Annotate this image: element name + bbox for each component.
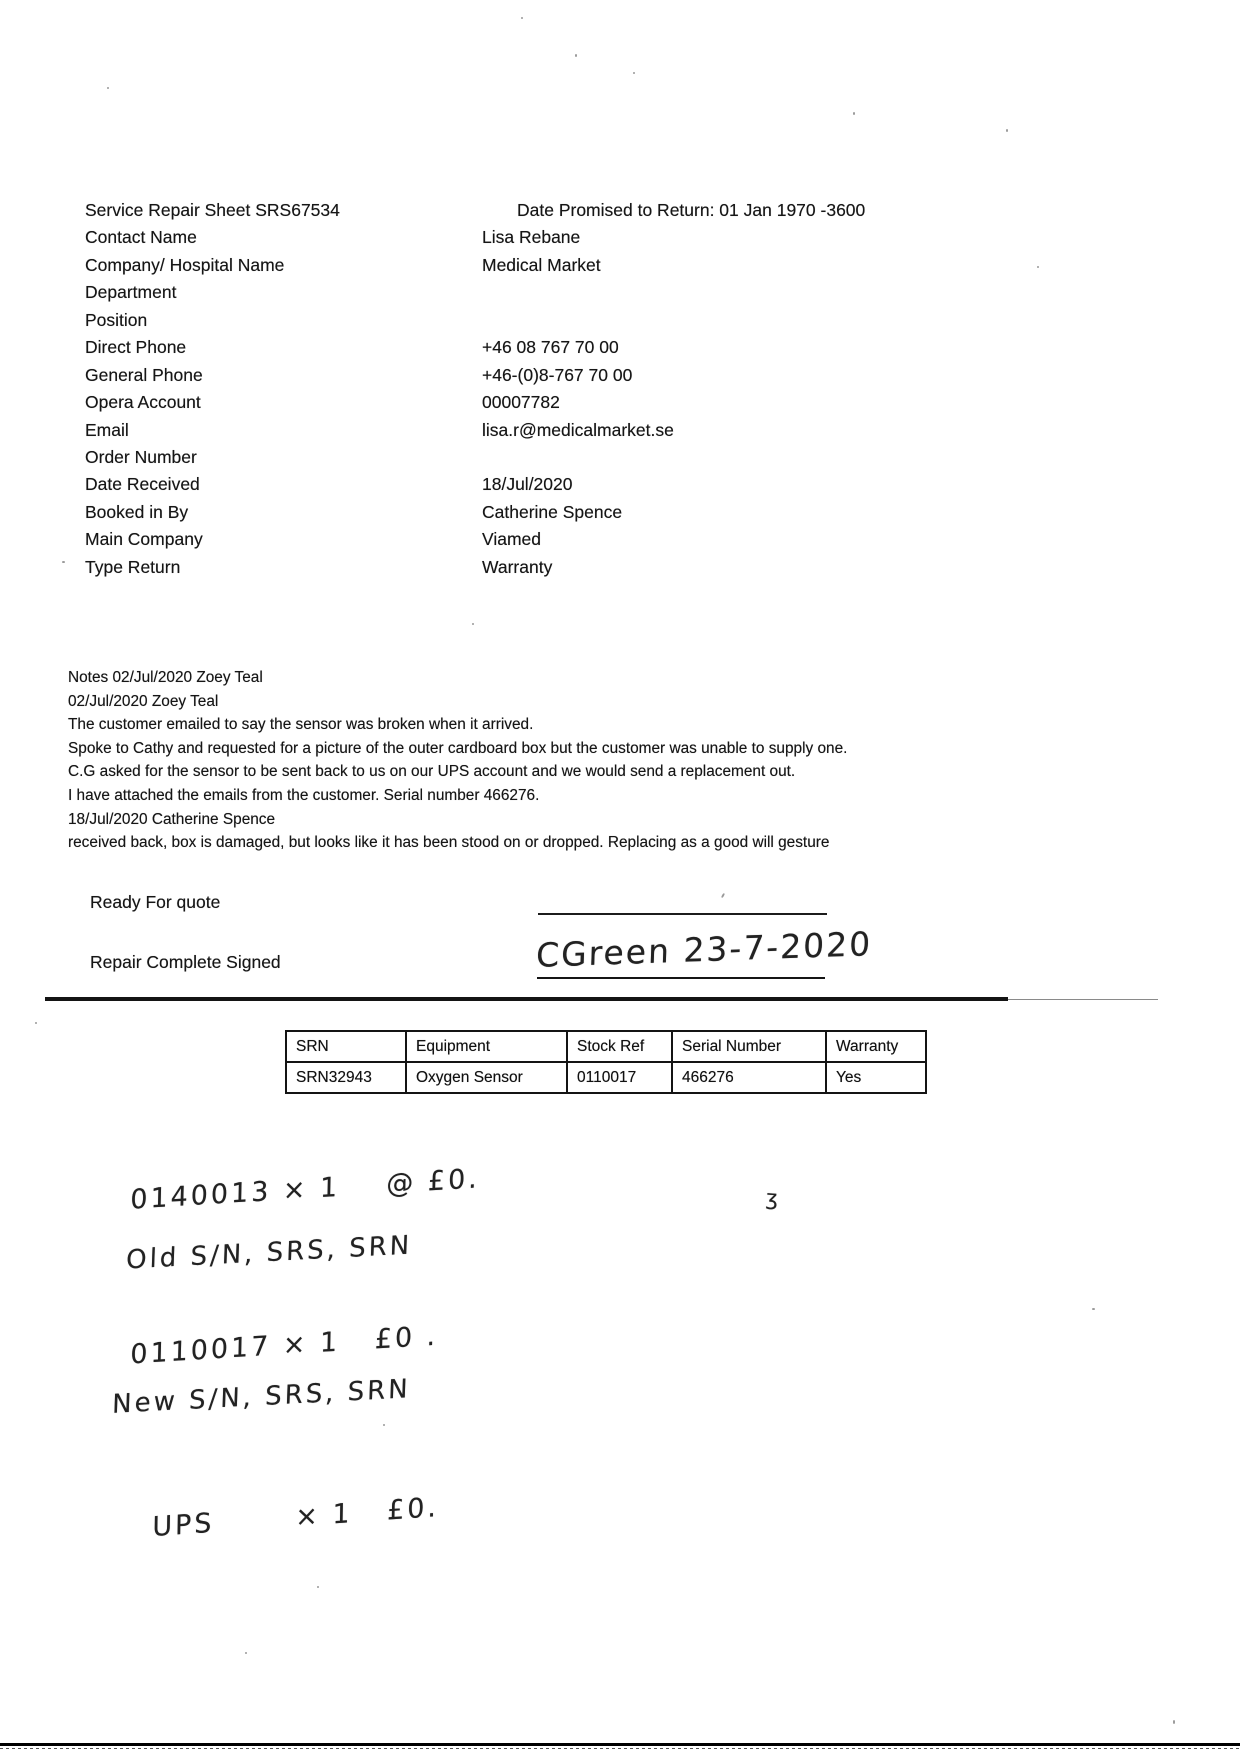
field-row-date-received	[85, 474, 1145, 501]
scan-artifact-bottom-speckle	[0, 1748, 1240, 1749]
column-header-stock-ref: Stock Ref	[567, 1031, 672, 1062]
note-line: Notes 02/Jul/2020 Zoey Teal	[68, 669, 263, 686]
section-divider	[45, 997, 1008, 1001]
handwritten-signature: CGreen 23-7-2020	[535, 924, 873, 975]
field-row-department	[85, 282, 1145, 309]
field-label: Order Number	[85, 446, 197, 467]
field-label: Main Company	[85, 529, 203, 550]
cell-srn: SRN32943	[286, 1062, 406, 1093]
cell-serial-number: 466276	[672, 1062, 826, 1093]
column-header-srn: SRN	[286, 1031, 406, 1062]
note-line: received back, box is damaged, but looks like it has been stood on or dropped. Replacing as a good will gesture	[68, 834, 830, 852]
field-label: Position	[85, 309, 148, 330]
ready-for-quote-label: Ready For quote	[90, 892, 221, 912]
handwritten-stray-mark: ʒ	[765, 1185, 779, 1211]
column-header-serial-number: Serial Number	[672, 1031, 826, 1062]
note-line: I have attached the emails from the customer. Serial number 466276.	[68, 786, 540, 804]
field-label: Company/ Hospital Name	[85, 254, 285, 275]
cell-equipment: Oxygen Sensor	[406, 1062, 567, 1093]
field-value: 18/Jul/2020	[482, 474, 573, 495]
notes-block	[68, 669, 1198, 858]
column-header-equipment: Equipment	[406, 1031, 567, 1062]
equipment-table-header-row	[286, 1031, 926, 1062]
handwritten-line-new-part: 0110017 × 1 £0 .	[129, 1320, 439, 1371]
handwritten-line-old-sn-note: Old S/N, SRS, SRN	[125, 1230, 413, 1276]
field-label: Department	[85, 282, 177, 303]
field-value: Medical Market	[482, 254, 601, 275]
scan-artifact-bottom-line	[0, 1743, 1240, 1746]
column-header-warranty: Warranty	[826, 1031, 926, 1062]
field-label: Date Received	[85, 474, 200, 495]
equipment-table	[285, 1030, 927, 1094]
cell-stock-ref: 0110017	[567, 1062, 672, 1093]
handwritten-line-old-part: 0140013 × 1 @ £0.	[129, 1163, 481, 1216]
handwritten-line-new-sn-note: New S/N, SRS, SRN	[111, 1374, 412, 1420]
equipment-table-row	[286, 1062, 926, 1093]
cell-warranty: Yes	[826, 1062, 926, 1093]
field-row-opera-account	[85, 392, 1145, 419]
repair-signed-signature-line	[537, 977, 825, 979]
page-title: Service Repair Sheet SRS67534	[85, 200, 340, 220]
field-label: Booked in By	[85, 501, 189, 522]
title-row	[85, 200, 1145, 227]
note-line: 02/Jul/2020 Zoey Teal	[68, 692, 219, 710]
field-value: +46 08 767 70 00	[482, 337, 619, 358]
field-label: Contact Name	[85, 227, 197, 248]
field-row-order-number	[85, 447, 1145, 474]
field-label: Email	[85, 419, 129, 440]
field-value: lisa.r@medicalmarket.se	[482, 419, 674, 440]
field-value: 00007782	[482, 392, 560, 413]
field-row-email	[85, 420, 1145, 447]
section-divider-tail	[1008, 999, 1158, 1000]
note-line: 18/Jul/2020 Catherine Spence	[68, 810, 276, 828]
note-line: C.G asked for the sensor to be sent back to us on our UPS account and we would send a replacement out.	[68, 763, 796, 781]
ready-for-quote-signature-line	[538, 913, 827, 915]
field-row-general-phone	[85, 365, 1145, 392]
repair-complete-signed-label: Repair Complete Signed	[90, 952, 281, 972]
field-row-direct-phone	[85, 337, 1145, 364]
field-row-main-company	[85, 529, 1145, 556]
field-row-contact-name	[85, 227, 1145, 254]
note-line: The customer emailed to say the sensor was broken when it arrived.	[68, 716, 534, 734]
field-value: Warranty	[482, 556, 553, 577]
field-label: Type Return	[85, 556, 181, 577]
field-label: General Phone	[85, 364, 203, 385]
handwritten-line-ups: UPS × 1 £0.	[152, 1491, 440, 1544]
field-value: Lisa Rebane	[482, 227, 581, 248]
field-row-company	[85, 255, 1145, 282]
field-value: Catherine Spence	[482, 501, 623, 522]
field-row-booked-in-by	[85, 502, 1145, 529]
field-row-position	[85, 310, 1145, 337]
field-row-type-return	[85, 557, 1145, 584]
field-value: +46-(0)8-767 70 00	[482, 364, 633, 385]
header-fields	[85, 200, 1145, 584]
date-promised-to-return: Date Promised to Return: 01 Jan 1970 -3600	[517, 200, 866, 220]
field-label: Opera Account	[85, 392, 201, 413]
field-label: Direct Phone	[85, 337, 187, 358]
note-line: Spoke to Cathy and requested for a picture of the outer cardboard box but the customer was unable to supply one.	[68, 739, 848, 757]
field-value: Viamed	[482, 529, 542, 550]
